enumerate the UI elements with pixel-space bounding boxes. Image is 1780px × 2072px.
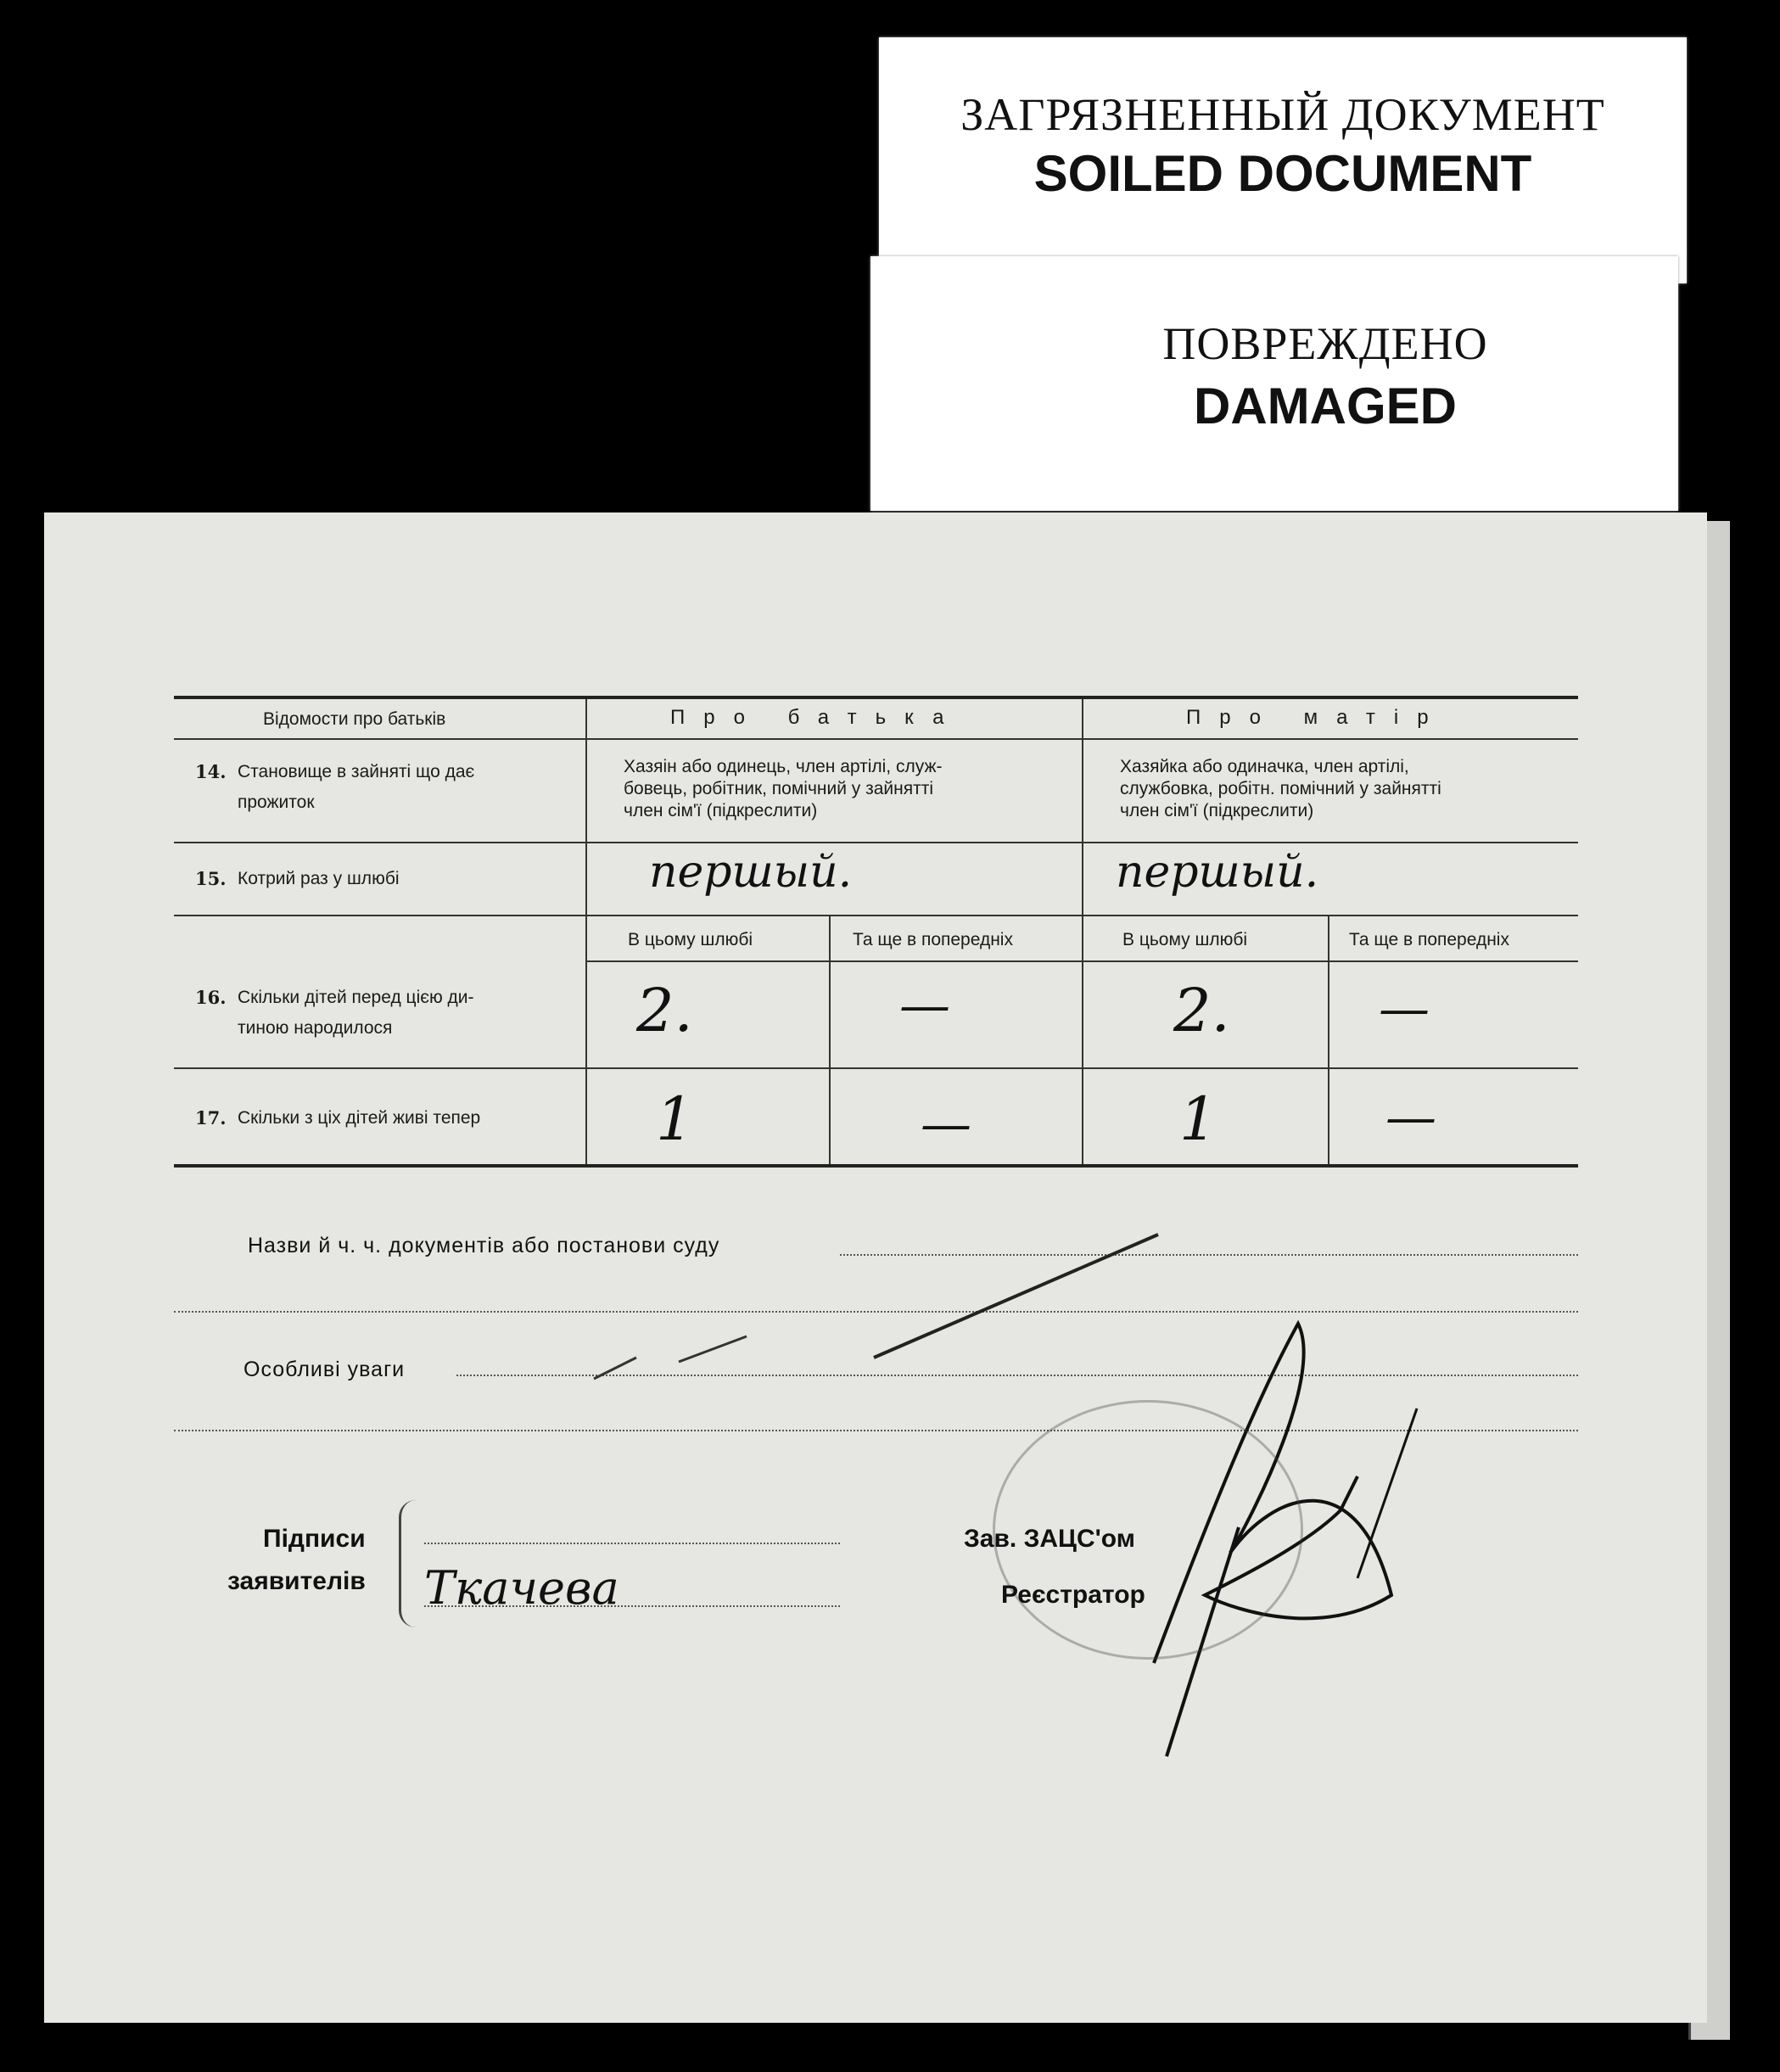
blank-field-strike <box>874 1235 1158 1358</box>
row14-mother-line1: Хазяйка або одиначка, член артілі, <box>1120 757 1409 776</box>
notes-strike-mark <box>594 1358 636 1379</box>
row14-father-line2: бовець, робітник, помічний у зайнятті <box>624 779 934 798</box>
row14-father-line1: Хазяін або одинець, член артілі, служ- <box>624 757 943 776</box>
subheader-mother-this: В цьому шлюбі <box>1122 930 1248 949</box>
soiled-label-en: SOILED DOCUMENT <box>1033 145 1532 202</box>
row14-mother-line3: член сім'ї (підкреслити) <box>1120 801 1314 820</box>
signatures-label-line1: Підписи <box>263 1525 366 1553</box>
subheader-father-this: В цьому шлюбі <box>628 930 753 949</box>
row14-mother-line2: службовка, робітн. помічний у зайнятті <box>1120 779 1441 798</box>
header-parents-info: Відомости про батьків <box>263 709 446 729</box>
head-of-registry-label: Зав. ЗАЦС'ом <box>964 1525 1135 1553</box>
applicant-signature: Ткачева <box>424 1561 619 1615</box>
soiled-label-ru: ЗАГРЯЗНЕННЫЙ ДОКУМЕНТ <box>960 89 1605 140</box>
notes-label: Особливі уваги <box>243 1358 406 1381</box>
subheader-father-prev: Та ще в попередніх <box>853 930 1013 949</box>
damaged-label-en: DAMAGED <box>1194 378 1457 434</box>
row17-father-prev: — <box>921 1095 971 1154</box>
signatures-label-line2: заявителів <box>227 1567 366 1595</box>
row15-label: Котрий раз у шлюбі <box>238 869 400 888</box>
header-mother: Про матір <box>1186 706 1447 729</box>
row16-mother-this: 2. <box>1173 976 1230 1045</box>
row15-number: 15. <box>195 868 227 889</box>
row16-label-line2: тиною народилося <box>238 1018 393 1038</box>
notes-strike-mark-2 <box>679 1336 747 1362</box>
row16-father-prev: — <box>899 976 950 1035</box>
row17-mother-this: 1 <box>1179 1084 1217 1154</box>
row16-father-this: 2. <box>636 976 693 1045</box>
row14-father-line3: член сім'ї (підкреслити) <box>624 801 818 820</box>
subheader-mother-prev: Та ще в попередніх <box>1349 930 1509 949</box>
row15-mother-handwritten: першый. <box>1116 847 1319 898</box>
damaged-label-ru: ПОВРЕЖДЕНО <box>1162 318 1488 369</box>
header-father: Про батька <box>670 706 963 729</box>
row17-father-this: 1 <box>656 1084 694 1154</box>
documents-label: Назви й ч. ч. документів або постанови суду <box>248 1234 720 1257</box>
registrar-label: Реєстратор <box>1001 1581 1145 1609</box>
row17-number: 17. <box>195 1107 227 1128</box>
signature-brace <box>399 1500 418 1627</box>
row16-mother-prev: — <box>1379 979 1430 1039</box>
row17-label: Скільки з ціх дітей живі тепер <box>238 1108 481 1128</box>
row14-label-line2: прожиток <box>238 792 315 812</box>
row16-label-line1: Скільки дітей перед цією ди- <box>238 988 474 1007</box>
signature-line-1 <box>424 1543 840 1544</box>
row16-number: 16. <box>195 987 227 1008</box>
row14-label-line1: Становище в зайняті що дає <box>238 762 475 781</box>
row15-father-handwritten: першый. <box>649 847 853 898</box>
row17-mother-prev: — <box>1385 1088 1436 1147</box>
row14-number: 14. <box>195 761 227 782</box>
registrar-signature-stroke-2 <box>1357 1408 1417 1578</box>
